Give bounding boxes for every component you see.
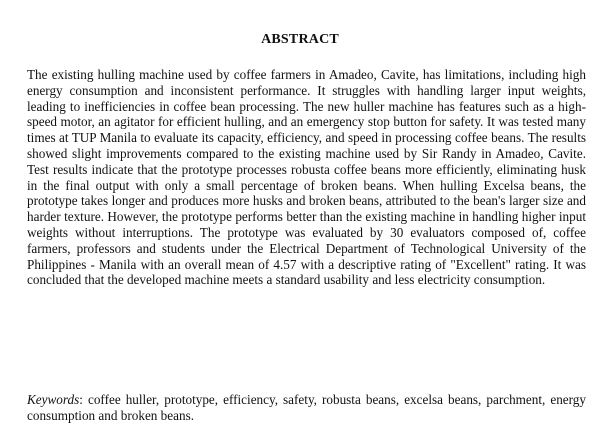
keywords-list: coffee huller, prototype, efficiency, safety, robusta beans, excelsa beans, parchment, energy consumption and broken beans. bbox=[27, 392, 586, 423]
keywords-separator: : bbox=[79, 392, 88, 407]
keywords-paragraph bbox=[27, 392, 586, 424]
abstract-paragraph: The existing hulling machine used by coffee farmers in Amadeo, Cavite, has limitations, including high energy consumption and inconsistent performance. It struggles with handling larger input weights, leading to inefficiencies in coffee bean processing. The new huller machine has features such as a high-speed motor, an agitator for efficient hulling, and an emergency stop button for safety. It was tested many times at TUP Manila to evaluate its capacity, efficiency, and speed in processing coffee beans. The results showed slight improvements compared to the existing machine used by Sir Randy in Amadeo, Cavite. Test results indicate that the prototype processes robusta coffee beans more efficiently, eliminating husk in the final output with only a small percentage of broken beans. When hulling Excelsa beans, the prototype takes longer and produces more husks and broken beans, attributed to the bean's larger size and harder texture. However, the prototype performs better than the existing machine in handling higher input weights without interruptions. The prototype was evaluated by 30 evaluators composed of, coffee farmers, professors and students under the Electrical Department of Technological University of the Philippines - Manila with an overall mean of 4.57 with a descriptive rating of "Excellent" rating. It was concluded that the developed machine meets a standard usability and less electricity consumption. bbox=[27, 67, 586, 288]
keywords-label: Keywords bbox=[27, 392, 80, 407]
abstract-heading: ABSTRACT bbox=[261, 32, 339, 47]
